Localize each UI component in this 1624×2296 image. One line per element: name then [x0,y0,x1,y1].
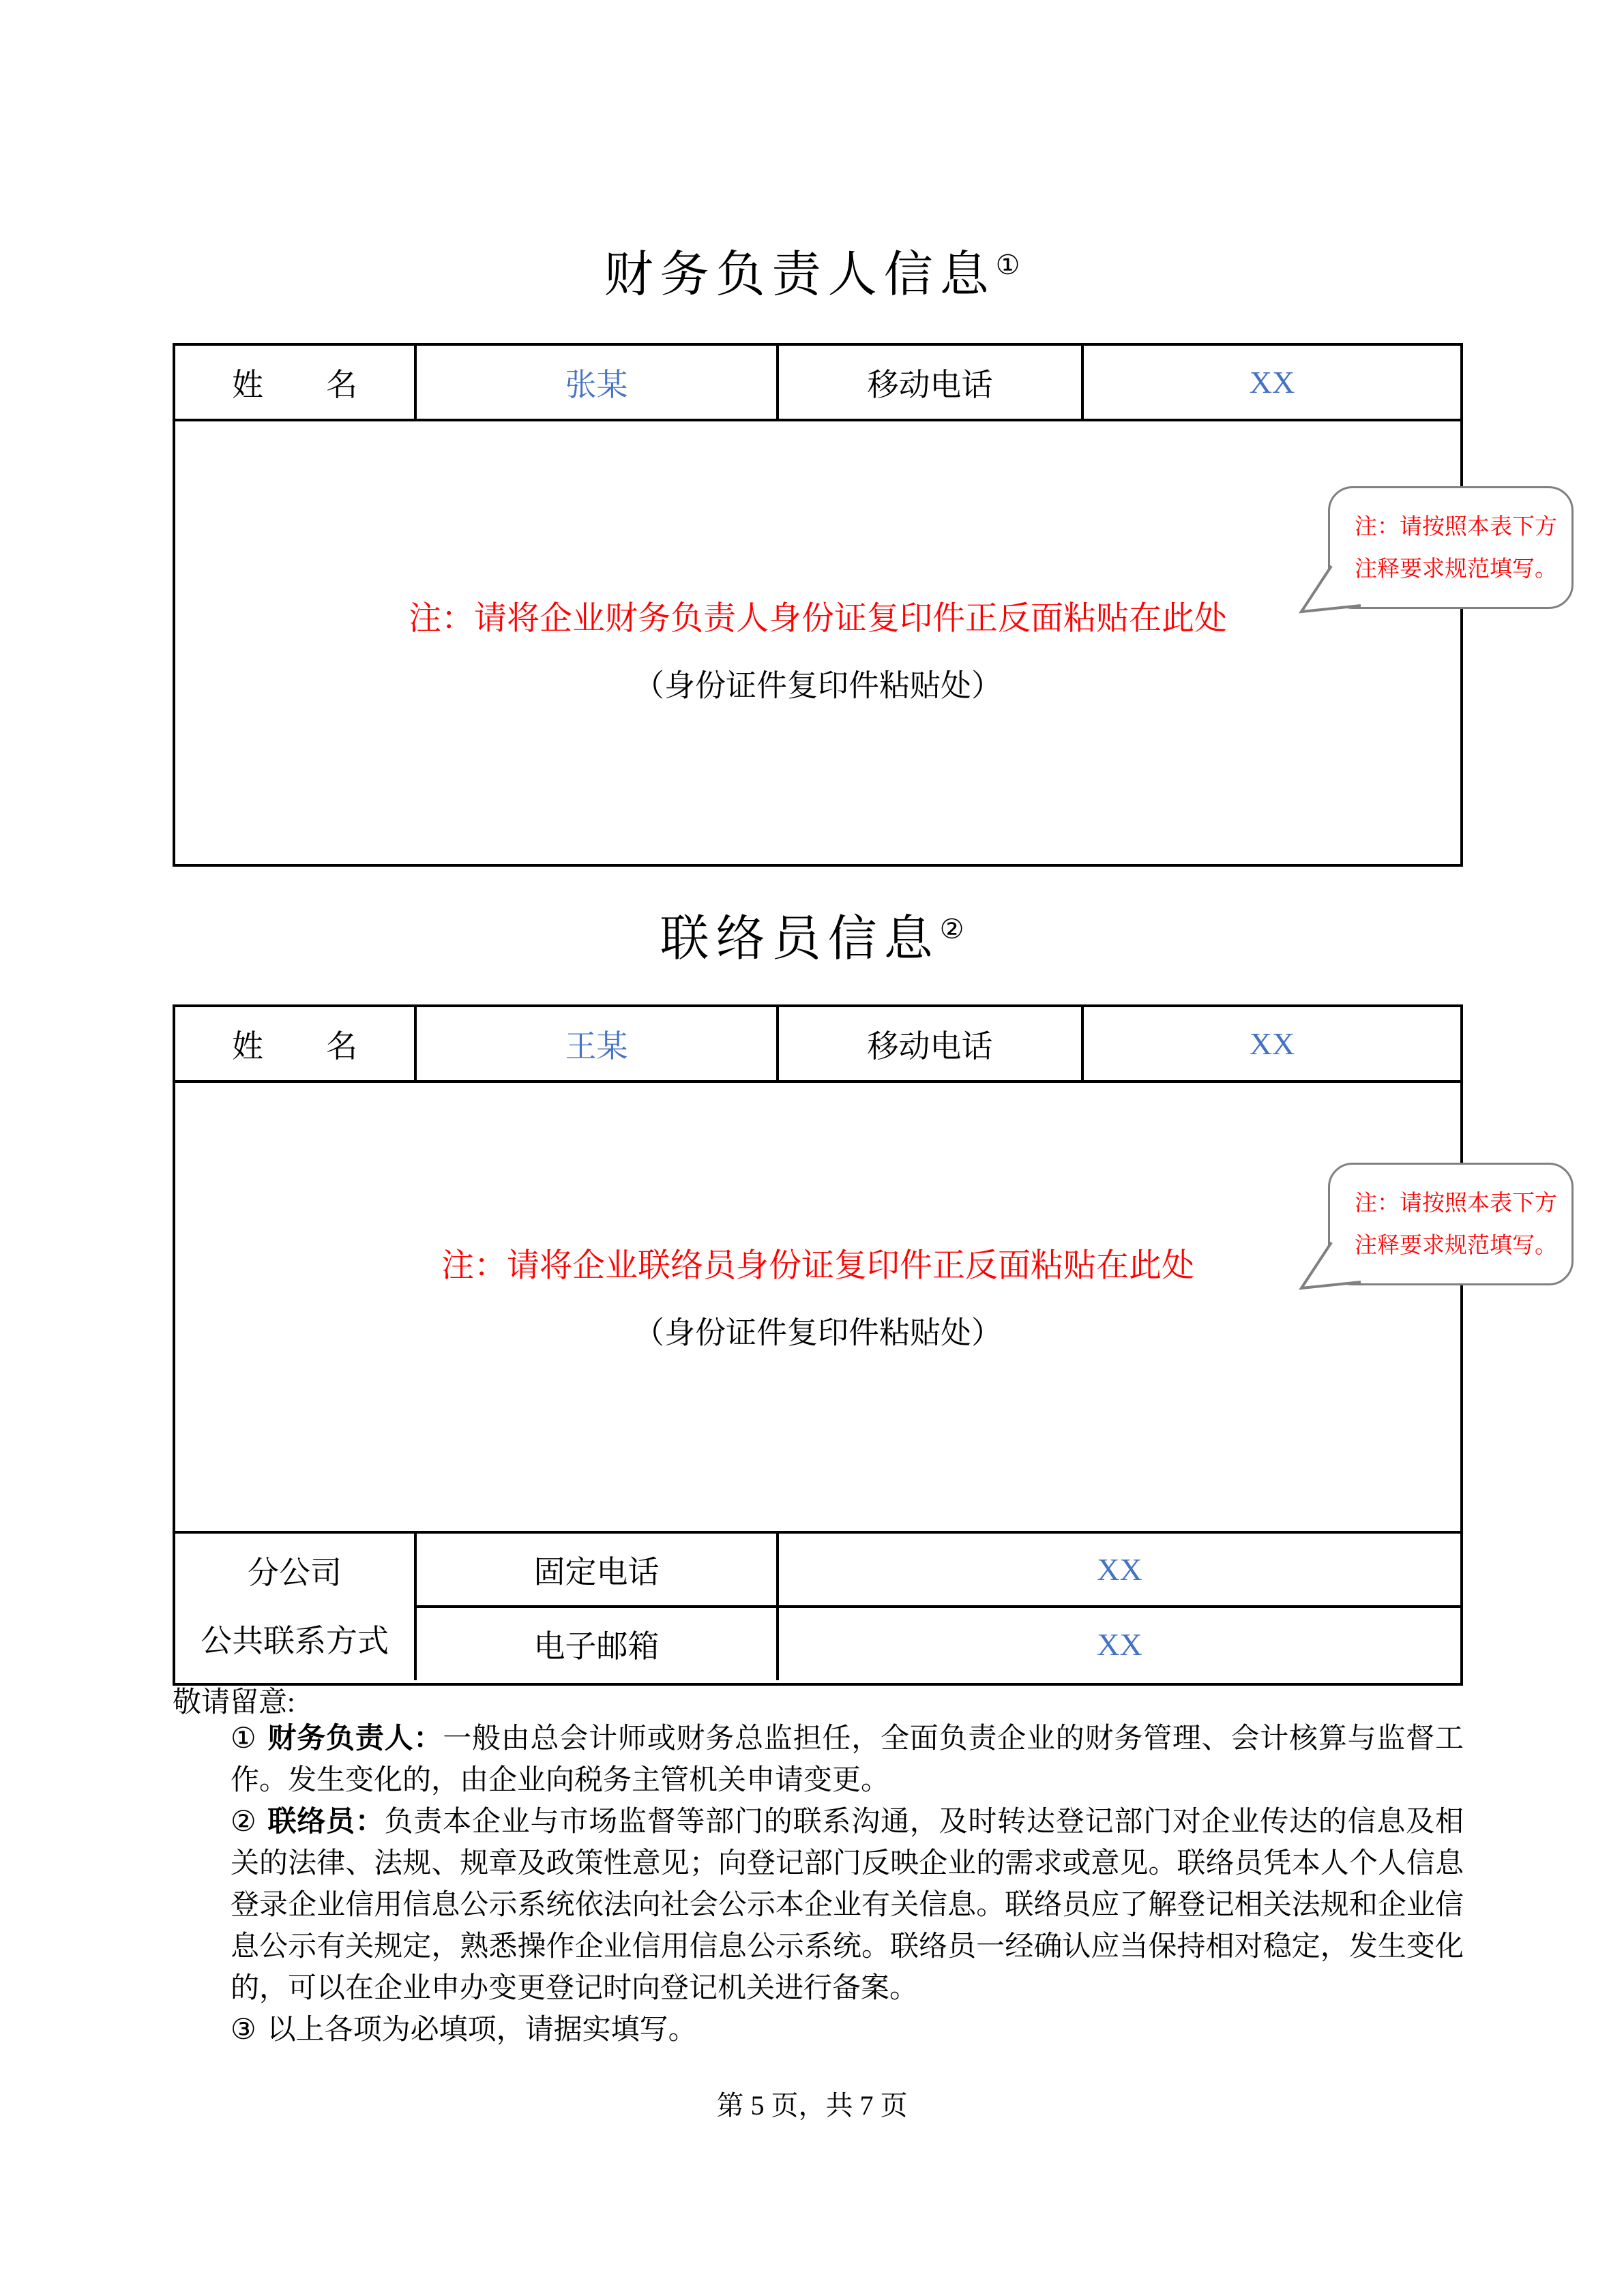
callout-2-line2: 注释要求规范填写。 [1355,1234,1557,1258]
footnote-item-2 [231,1802,1464,2010]
fixed-phone-value: XX [1097,1552,1142,1587]
footnote-1-lead: 财务负责人： [267,1723,443,1755]
section2-mobile-label: 移动电话 [779,1007,1084,1080]
email-value: XX [1097,1626,1142,1662]
fixed-phone-label: 固定电话 [417,1534,779,1605]
callout-bubble-2 [1328,1163,1574,1285]
section1-title-text: 财务负责人信息 [604,248,996,302]
section1-name-label: 姓 名 [175,346,417,419]
footnotes-block [231,1718,1464,2051]
section2-mobile-value: XX [1249,1026,1295,1061]
section2-title-text: 联络员信息 [660,912,940,966]
section1-table [173,343,1463,867]
fixed-phone-row [417,1534,1460,1608]
footnote-item-3 [231,2010,1464,2051]
branch-contact-group-line1: 分公司 [248,1555,342,1590]
section2-name-label: 姓 名 [175,1007,417,1080]
footnote-1-number: ① [231,1723,257,1755]
section2-id-paste-area [175,1083,1460,1534]
section1-paste-note-black: （身份证件复印件粘贴处） [633,668,1002,703]
section1-name-value: 张某 [417,346,779,419]
branch-contact-group-line2: 公共联系方式 [201,1623,389,1658]
footnote-2-text: 负责本企业与市场监督等部门的联系沟通，及时转达登记部门对企业传达的信息及相关的法律、法规、规章及政策性意见；向登记部门反映企业的需求或意见。联络员凭本人个人信息登录企业信用信息公示系统依法向社会公示本企业有关信息。联络员应了解登记相关法规和企业信息公示有关规定，熟悉操作企业信用信息公示系统。联络员一经确认应当保持相对稳定，发生变化的，可以在企业申办变更登记时向登记机关进行备案。 [231,1806,1464,2004]
section1-header-row [175,346,1460,421]
section1-paste-note-red: 注：请将企业财务负责人身份证复印件正反面粘贴在此处 [408,600,1227,637]
section2-paste-note-black: （身份证件复印件粘贴处） [633,1315,1002,1350]
section2-title-footnote-ref: ② [939,914,964,944]
section1-title-footnote-ref: ① [995,250,1020,280]
section2-name-value: 王某 [417,1007,779,1080]
notice-heading: 敬请留意: [173,1687,295,1718]
callout-1-line1: 注：请按照本表下方 [1355,515,1557,539]
email-row [417,1608,1460,1680]
footnote-1-text: 一般由总会计师或财务总监担任，全面负责企业的财务管理、会计核算与监督工作。发生变化的，由企业向税务主管机关申请变更。 [231,1723,1464,1796]
section2-header-row [175,1007,1460,1083]
section1-id-paste-area [175,421,1460,864]
branch-contact-group-label [175,1534,417,1680]
footnote-3-number: ③ [231,2014,256,2046]
email-label: 电子邮箱 [417,1608,779,1680]
section2-title [0,914,1624,966]
callout-bubble-1 [1328,486,1574,609]
footnote-3-text: 以上各项为必填项，请据实填写。 [267,2014,697,2046]
callout-tail-icon [1296,547,1378,629]
section1-mobile-value: XX [1249,365,1295,400]
section1-mobile-label: 移动电话 [779,346,1084,419]
section1-title [0,250,1624,301]
footnote-2-lead: 联络员： [267,1806,385,1838]
footnote-2-number: ② [231,1806,257,1838]
section2-paste-note-red: 注：请将企业联络员身份证复印件正反面粘贴在此处 [441,1247,1194,1284]
callout-1-line2: 注释要求规范填写。 [1355,557,1557,582]
footnote-item-1 [231,1718,1464,1802]
branch-contact-section [175,1534,1460,1680]
page-number-indicator: 第 5 页，共 7 页 [716,2090,908,2121]
callout-tail-icon [1296,1223,1378,1305]
section2-table [173,1004,1463,1686]
callout-2-line1: 注：请按照本表下方 [1355,1191,1557,1216]
